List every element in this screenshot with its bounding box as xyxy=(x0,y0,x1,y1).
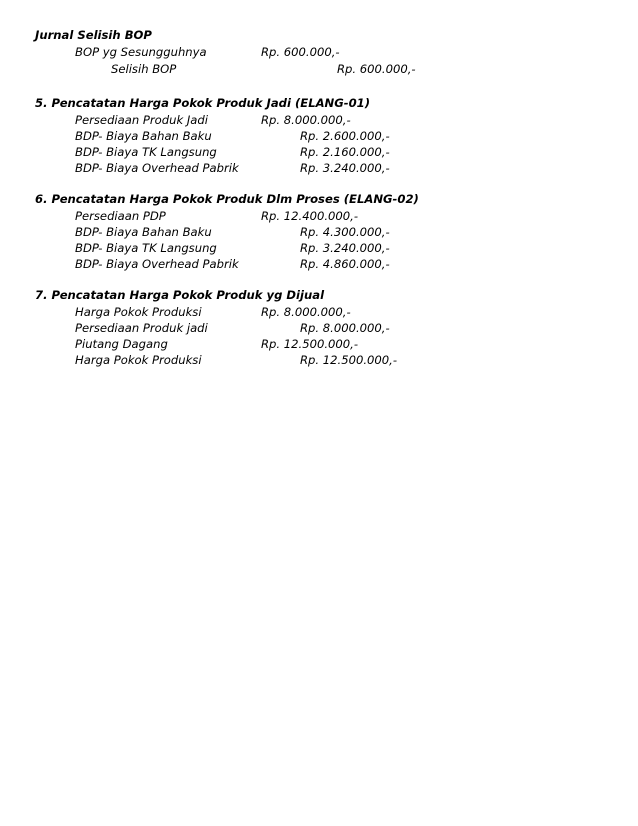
credit-amount: Rp. 600.000,- xyxy=(337,62,416,76)
account-label: BDP- Biaya Overhead Pabrik xyxy=(75,161,239,175)
credit-amount: Rp. 2.600.000,- xyxy=(300,129,390,143)
section-title: Jurnal Selisih BOP xyxy=(35,28,152,42)
debit-amount: Rp. 8.000.000,- xyxy=(261,305,351,319)
account-label: Piutang Dagang xyxy=(75,337,168,351)
account-label: Selisih BOP xyxy=(111,62,177,76)
debit-amount: Rp. 8.000.000,- xyxy=(261,113,351,127)
account-label: BDP- Biaya TK Langsung xyxy=(75,145,217,159)
credit-amount: Rp. 4.300.000,- xyxy=(300,225,390,239)
account-label: BDP- Biaya Bahan Baku xyxy=(75,129,212,143)
account-label: Persediaan PDP xyxy=(75,209,166,223)
credit-amount: Rp. 2.160.000,- xyxy=(300,145,390,159)
section-title: 7. Pencatatan Harga Pokok Produk yg Dijual xyxy=(35,288,325,302)
section-title: 5. Pencatatan Harga Pokok Produk Jadi (ELANG-01) xyxy=(35,96,371,110)
credit-amount: Rp. 3.240.000,- xyxy=(300,241,390,255)
account-label: Persediaan Produk jadi xyxy=(75,321,208,335)
account-label: BDP- Biaya TK Langsung xyxy=(75,241,217,255)
debit-amount: Rp. 12.400.000,- xyxy=(261,209,359,223)
section-title: 6. Pencatatan Harga Pokok Produk Dlm Proses (ELANG-02) xyxy=(35,192,419,206)
credit-amount: Rp. 3.240.000,- xyxy=(300,161,390,175)
account-label: BOP yg Sesungguhnya xyxy=(75,45,207,59)
account-label: BDP- Biaya Overhead Pabrik xyxy=(75,257,239,271)
credit-amount: Rp. 12.500.000,- xyxy=(300,353,398,367)
debit-amount: Rp. 12.500.000,- xyxy=(261,337,359,351)
credit-amount: Rp. 4.860.000,- xyxy=(300,257,390,271)
credit-amount: Rp. 8.000.000,- xyxy=(300,321,390,335)
account-label: Harga Pokok Produksi xyxy=(75,305,202,319)
account-label: BDP- Biaya Bahan Baku xyxy=(75,225,212,239)
debit-amount: Rp. 600.000,- xyxy=(261,45,340,59)
account-label: Harga Pokok Produksi xyxy=(75,353,202,367)
account-label: Persediaan Produk Jadi xyxy=(75,113,208,127)
